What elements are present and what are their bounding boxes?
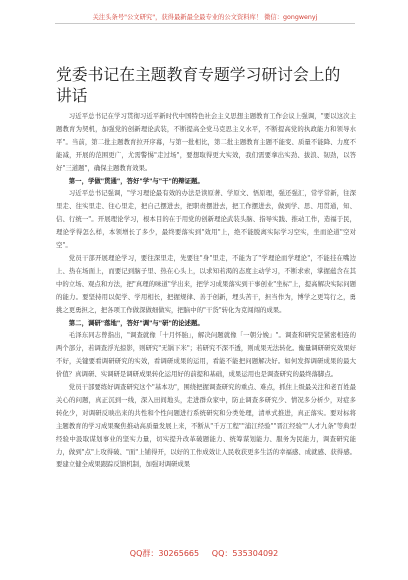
section-heading: 第一，学做"贯通"，答好"学"与"干"的辩证题。: [68, 176, 204, 185]
top-banner[interactable]: 关注头条号"公文研究"，获得最新最全最专业的公文资料库！ 微信：gongwenyj: [55, 12, 355, 24]
paragraph: 习近平总书记强调，"学习理论最有效的办法是读原著、学原文、悟原理，强还强汇，常学常新，往深里走、往实里走、往心里走，把自己摆进去，把职责摆进去，把工作摆进去，做到学、思、用贯通，知、信、行统一"。开展理论学习，根本目的在于用党的创新理论武装头脑、指导实践、推动工作，造福于民，理论学得怎么样，本领增长了多少，最终要落实到"效用"上，绝不能脱离实际学习空实，坐而论道"空对空"。: [56, 189, 356, 250]
paragraph: 党员干部开展理论学习，要往深里走，先要往"身"里走，不能为了"学理论而学理论"，不能挂在嘴边上、热在场面上，而要记到脑子里、热在心头上，以求知若渴的态度主动学习，不断求索，掌握蕴含在其中的立场、观点和方法，把"真理的味道"学出来，把学习成果落实到干事创业"坐标"上，提高解决实际问题的能力。要坚持用以促学、学用相长，把握规律、善于创新，埋头苦干，担当作为，博学之更笃行之，勇挑之更勇担之，把各项工作做深做细做实，把脑中的"干货"转化为克闯闯的成果。: [56, 253, 356, 314]
article-body: [56, 110, 356, 471]
page-title: 党委书记在主题教育专题学习研讨会上的讲话: [56, 65, 341, 105]
paragraph: 习近平总书记在学习贯彻习近平新时代中国特色社会主义思想主题教育工作会议上强调，"要以这次主题教育为契机，加强党的创新理论武装，不断提高全党马克思主义水平，不断提高党的执政能力和领导水平"。当前，第二批主题教育拉开序幕，与第一批相比，第二批主题教育主题不能变、质量不能降、力度不能减，开展的范围更广，尤需警惕"走过场"，要想取得更大实效，我们需要拿出实劲、拔浪、韧劲，以答好"三道题"，确保主题教育效果。: [56, 112, 356, 172]
section-heading: 第二，调研"落地"，答好"调"与"研"的论述题。: [68, 318, 204, 327]
paragraph: 党员干部要练好调查研究这个"基本功"，围绕把握调查研究的重点、难点，抓住上级最关注和老百姓最关心的问题，真正沉到一线，深入田间地头，走进群众家中，防止调查多研究少、情况多分析少，对症多转化少，对调研反映出来的共性和个性问题进行系统研究和分类处理，清单式推进，真正落实。要对标将主题教育的学习成果聚焦推动高质量发展上来，不断从"千万工程""浦江经验""晋江经验""人才九条"等典型经验中汲取谋划事业的坚实力量，切实提升改革破题能力、统筹谋划能力、服务为民能力，调查研究能力，做到"点"上攻得破、"面"上铺得开，以好的工作成效让人民收获更多生活的幸福感、成就感、获得感。要建立健全成果跟踪反馈机制，加强对调研成果: [56, 383, 356, 469]
contact-footer: QQ群：30265665 QQ：535304092: [129, 549, 279, 558]
paragraph: 毛泽东同志曾指出，"调查就像「十月怀胎」，解决问题就像「一朝分娩」"。调查和研究是紧密相连的两个部分，若调查浮光掠影，则研究"无锅下米"；若研究不深不透，则成果无法转化。衡量调研研究效果好不好，关键要看调研研究的实效，看调研成果的运用，看能不能把问题解决好。如何发挥调研成果的最大价值？真调研、实调研是调研成果转化运用好的前提和基础，成果运用也是调查研究的最终落脚点。: [56, 331, 356, 379]
